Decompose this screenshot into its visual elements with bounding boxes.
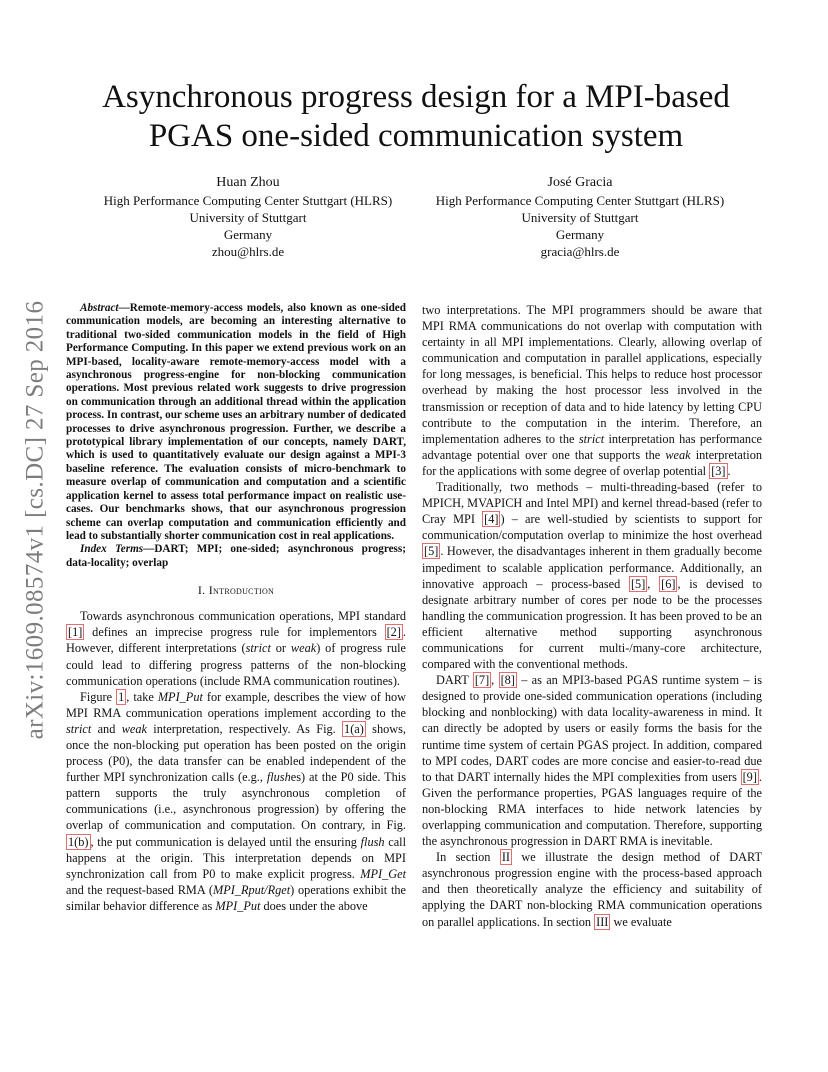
right-column <box>422 302 762 930</box>
citation-link[interactable]: [6] <box>661 576 676 591</box>
citation-link[interactable]: [2] <box>386 625 401 640</box>
text: – as an MPI3-based PGAS runtime system – is designed to provide one-sided communication operations (including blocking and nonblocking) with data locality-awareness in mind. It can directly be adopted by users or easily forms the basis for the runtime time system of certain PGAS project. In addition, compared to MPI codes, DART codes are more concise and easier-to-read due to that DART internally hides the MPI complexities from users <box>422 673 762 784</box>
citation-link[interactable]: [7] <box>474 673 490 688</box>
text: for example, describes the view of how MPI RMA communication operations implement according to the <box>66 689 406 720</box>
emphasis: MPI_Put <box>215 898 261 913</box>
paragraph <box>422 302 762 479</box>
text: and <box>91 721 122 736</box>
abstract-text: —Remote-memory-access models, also known as one-sided communication models, are becoming an interesting alternative to traditional two-sided communication models in the field of High Performance Computing. In this paper we extend previous work on an MPI-based, locality-aware remote-memory-access model with a asynchronous progress-engine for non-blocking communication operations. Most previous related work suggests to drive progression on communication through an additional thread within the application process. In contrast, our scheme uses an arbitrary number of dedicated processes to drive asynchronous progression. Further, we describe a prototypical library implementation of our concepts, namely DART, which is used to quantitatively evaluate our design against a MPI-3 baseline reference. The evaluation consists of micro-benchmark to measure overlap of communication and computation and a scientific application kernel to assess total performance impact on realistic use-cases. Our benchmarks shows, that our asynchronous progression scheme can overlap computation and communication efficiently and lead to substantially shorter communication cost in real applications. <box>66 302 406 542</box>
author-block-2 <box>400 174 760 260</box>
figure-link[interactable]: 1 <box>118 689 125 704</box>
author-affiliation: High Performance Computing Center Stuttgart (HLRS) <box>103 193 393 208</box>
text: ) operations exhibit the similar behavior difference as <box>66 882 406 913</box>
author-country: Germany <box>555 227 605 242</box>
section-heading: I. Introduction <box>197 583 275 598</box>
text: . <box>727 463 731 478</box>
abstract <box>66 302 406 543</box>
text: es) at the P0 side. This pattern supports the truly asynchronous completion of communications (i.e., asynchronous progression) by offering the overlap of communication and computation. On contrary, in Fig. <box>66 770 406 833</box>
text: Figure <box>80 689 117 704</box>
text: and the request-based RMA ( <box>66 882 213 897</box>
citation-link[interactable]: [5] <box>630 576 646 591</box>
emphasis: weak <box>665 447 691 462</box>
author-block-1 <box>68 174 428 260</box>
text: In section <box>436 850 500 865</box>
index-terms-text: —DART; MPI; one-sided; asynchronous progress; data-locality; overlap <box>66 543 406 569</box>
text: interpretation, respectively. As Fig. <box>146 721 343 736</box>
left-column <box>66 302 406 914</box>
abstract-lead: Abstract <box>80 302 119 314</box>
citation-link[interactable]: [9] <box>742 769 757 784</box>
text: does under the above <box>260 898 368 913</box>
index-terms <box>66 543 406 570</box>
text: we illustrate the design method of DART asynchronous progression engine with the process-based approach and then theoretically analyze the efficiency and suitability of applying the DART non-blocking RMA communication operations on parallel applications. In section <box>422 850 762 929</box>
author-name: José Gracia <box>547 175 613 190</box>
section-link[interactable]: III <box>596 914 609 929</box>
arxiv-stamp <box>22 286 48 754</box>
text: interpretation for the applications with some degree of overlap potential <box>422 447 762 478</box>
author-university: University of Stuttgart <box>189 210 307 225</box>
citation-link[interactable]: [3] <box>711 463 726 478</box>
emphasis: MPI_Rput/Rget <box>212 882 291 897</box>
paragraph <box>422 672 762 849</box>
figure-link[interactable]: 1(b) <box>68 834 89 849</box>
author-country: Germany <box>223 227 273 242</box>
citation-link[interactable]: [5] <box>424 544 439 559</box>
citation-link[interactable]: [1] <box>68 625 83 640</box>
text: interpretation has performance advantage potential over one that supports the <box>422 431 762 462</box>
text: two interpretations. The MPI programmers should be aware that MPI RMA communications do not overlap with computation with certainty in all MPI implementations. Clearly, allowing overlap of communication and computation in parallel applications, especially for long messages, is beneficial. This helps to reduce host processor overhead by making the host processor less involved in the transmission or reception of data and to hide latency by letting CPU contribute to the computation in the interim. Therefore, an implementation adheres to the <box>422 303 762 446</box>
author-affiliation: High Performance Computing Center Stuttgart (HLRS) <box>435 193 725 208</box>
text: . However, different interpretations ( <box>66 625 406 656</box>
emphasis: weak <box>290 641 317 656</box>
text: shows, once the non-blocking put operation has been posted on the origin process (P0), the data transfer can be enabled independent of the further MPI synchronization calls (e.g., <box>66 721 406 785</box>
author-name: Huan Zhou <box>216 175 280 190</box>
text: Traditionally, two methods – multi-threading-based (refer to MPICH, MVAPICH and Intel MPI) and kernel thread-based (refer to Cray MPI <box>422 480 762 527</box>
emphasis: strict <box>66 721 92 736</box>
text: , is devised to designate arbitrary number of cores per node to be the processes handling the communication progression. It has been proved to be an efficient alternative method supporting asynchronous communications for current multi-/many-core architecture, compared with the conventional methods. <box>422 576 762 672</box>
text: , <box>491 673 499 688</box>
author-university: University of Stuttgart <box>521 210 639 225</box>
text: . Given the performance properties, PGAS languages require of the non-blocking RMA interfaces to hide network latencies by overlapping communication and computation. Therefore, supporting the asynchronous progression in DART RMA is inevitable. <box>422 769 762 849</box>
text: call happens at the origin. This interpretation depends on MPI synchronization call from P0 to make explicit progress. <box>66 834 406 881</box>
text: , <box>647 576 660 591</box>
text: ) of progress rule could lead to differing progress patterns of the non-blocking communication operations (include RMA communication routines). <box>66 641 406 688</box>
section-link[interactable]: II <box>501 850 511 865</box>
emphasis: strict <box>578 431 605 446</box>
emphasis: MPI_Put <box>157 689 203 704</box>
paragraph <box>422 479 762 672</box>
text: defines an imprecise progress rule for implementors <box>84 625 385 640</box>
emphasis: flush <box>360 834 385 849</box>
paragraph <box>422 849 762 929</box>
text: , take <box>126 689 158 704</box>
text: , the put communication is delayed until the ensuring <box>90 834 361 849</box>
emphasis: weak <box>121 721 147 736</box>
emphasis: MPI_Get <box>360 866 406 881</box>
text: or <box>270 641 291 656</box>
paper-title: Asynchronous progress design for a MPI-based PGAS one-sided communication system <box>102 79 730 154</box>
paragraph <box>66 689 406 914</box>
citation-link[interactable]: [8] <box>500 673 515 688</box>
text: ) – are well-studied by scientists to support for communication/computation overlap to minimize the host overhead <box>422 512 762 543</box>
arxiv-stamp-text: arXiv:1609.08574v1 [cs.DC] 27 Sep 2016 <box>21 300 48 740</box>
text: we evaluate <box>610 914 672 929</box>
figure-link[interactable]: 1(a) <box>344 721 364 736</box>
author-email: zhou@hlrs.de <box>211 244 285 259</box>
index-terms-lead: Index Terms <box>80 543 144 556</box>
text: Towards asynchronous communication operations, MPI standard <box>80 609 406 624</box>
text: DART <box>436 673 473 688</box>
emphasis: flush <box>266 770 291 785</box>
author-email: gracia@hlrs.de <box>540 244 620 259</box>
text: . However, the disadvantages inherent in them gradually become impediment to scalable application performance. Additionally, an innovative approach – process-based <box>422 544 762 591</box>
emphasis: strict <box>245 641 271 656</box>
paragraph <box>66 608 406 688</box>
citation-link[interactable]: [4] <box>484 512 499 527</box>
